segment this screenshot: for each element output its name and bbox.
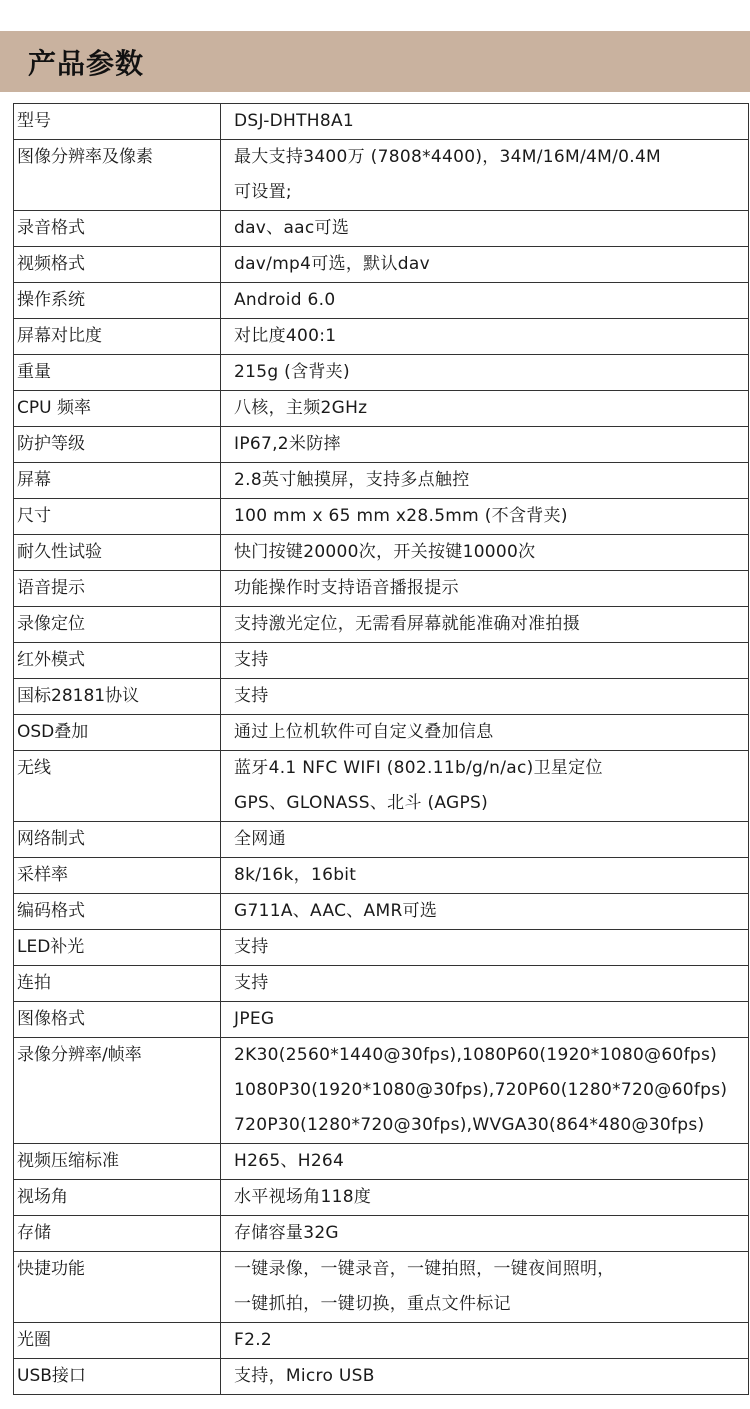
spec-label: 重量: [14, 355, 221, 391]
spec-value-line: Android 6.0: [234, 290, 336, 310]
spec-value-line: 支持: [234, 937, 269, 957]
spec-value: [221, 1038, 749, 1144]
spec-row: [14, 355, 749, 391]
spec-row: [14, 1002, 749, 1038]
spec-value: [221, 894, 749, 930]
spec-row: [14, 1252, 749, 1323]
spec-value: [221, 1359, 749, 1395]
spec-row: [14, 1359, 749, 1395]
spec-row: [14, 463, 749, 499]
spec-label: 国标28181协议: [14, 679, 221, 715]
spec-label: LED补光: [14, 930, 221, 966]
spec-row: [14, 211, 749, 247]
spec-row: [14, 1180, 749, 1216]
spec-row: [14, 571, 749, 607]
spec-value-line: 8k/16k，16bit: [234, 865, 357, 885]
spec-value-line: JPEG: [234, 1009, 275, 1029]
spec-value-line: F2.2: [234, 1330, 273, 1350]
spec-row: [14, 391, 749, 427]
spec-label: 尺寸: [14, 499, 221, 535]
spec-value: [221, 283, 749, 319]
spec-row: [14, 858, 749, 894]
spec-row: [14, 427, 749, 463]
spec-value: [221, 930, 749, 966]
spec-value: [221, 319, 749, 355]
spec-value-line: 1080P30(1920*1080@30fps),720P60(1280*720@60fps): [234, 1080, 728, 1100]
spec-row: [14, 1323, 749, 1359]
spec-value: [221, 391, 749, 427]
spec-value: [221, 715, 749, 751]
spec-value: [221, 463, 749, 499]
section-header: [0, 31, 750, 92]
section-title: 产品参数: [28, 46, 145, 80]
spec-value-line: dav/mp4可选，默认dav: [234, 254, 430, 274]
spec-value-line: 对比度400:1: [234, 326, 337, 346]
spec-value-line: 支持: [234, 686, 269, 706]
spec-label: 防护等级: [14, 427, 221, 463]
spec-value: [221, 571, 749, 607]
spec-row: [14, 140, 749, 211]
spec-value: [221, 966, 749, 1002]
spec-row: [14, 499, 749, 535]
spec-label: 视频压缩标准: [14, 1144, 221, 1180]
spec-label: 屏幕: [14, 463, 221, 499]
spec-row: [14, 247, 749, 283]
spec-label: 录像定位: [14, 607, 221, 643]
spec-label: 光圈: [14, 1323, 221, 1359]
spec-value: [221, 1216, 749, 1252]
spec-label: USB接口: [14, 1359, 221, 1395]
spec-value-line: G711A、AAC、AMR可选: [234, 901, 438, 921]
spec-label: 屏幕对比度: [14, 319, 221, 355]
spec-value-line: 215g (含背夹): [234, 362, 350, 382]
spec-value: [221, 247, 749, 283]
spec-value-line: 支持激光定位，无需看屏幕就能准确对准拍摄: [234, 614, 580, 634]
spec-value: [221, 1252, 749, 1323]
spec-row: [14, 966, 749, 1002]
spec-row: [14, 715, 749, 751]
spec-label: 编码格式: [14, 894, 221, 930]
spec-table-body: [14, 104, 749, 1395]
spec-value-line: 支持，Micro USB: [234, 1366, 375, 1386]
spec-label: 录像分辨率/帧率: [14, 1038, 221, 1144]
spec-label: 视场角: [14, 1180, 221, 1216]
spec-value-line: GPS、GLONASS、北斗 (AGPS): [234, 793, 489, 813]
spec-value-line: 2.8英寸触摸屏，支持多点触控: [234, 470, 470, 490]
spec-value: [221, 607, 749, 643]
spec-row: [14, 894, 749, 930]
spec-label: 存储: [14, 1216, 221, 1252]
spec-value-line: 2K30(2560*1440@30fps),1080P60(1920*1080@60fps): [234, 1045, 718, 1065]
spec-row: [14, 679, 749, 715]
spec-value-line: 720P30(1280*720@30fps),WVGA30(864*480@30fps): [234, 1115, 705, 1135]
spec-value-line: dav、aac可选: [234, 218, 350, 238]
spec-value-line: 最大支持3400万 (7808*4400)，34M/16M/4M/0.4M: [234, 147, 662, 167]
spec-row: [14, 643, 749, 679]
spec-value: [221, 535, 749, 571]
spec-value: [221, 1323, 749, 1359]
spec-value-line: 全网通: [234, 829, 286, 849]
spec-value: [221, 858, 749, 894]
spec-table: [13, 103, 749, 1395]
spec-value-line: 通过上位机软件可自定义叠加信息: [234, 722, 494, 742]
spec-label: 快捷功能: [14, 1252, 221, 1323]
spec-row: [14, 535, 749, 571]
spec-label: 操作系统: [14, 283, 221, 319]
spec-label: 红外模式: [14, 643, 221, 679]
spec-value: [221, 822, 749, 858]
spec-value: [221, 679, 749, 715]
spec-row: [14, 607, 749, 643]
spec-value-line: 一键录像，一键录音，一键拍照，一键夜间照明，: [234, 1259, 615, 1279]
spec-row: [14, 751, 749, 822]
spec-label: 视频格式: [14, 247, 221, 283]
spec-value-line: DSJ-DHTH8A1: [234, 111, 355, 131]
spec-row: [14, 1216, 749, 1252]
spec-value: [221, 211, 749, 247]
spec-value: [221, 427, 749, 463]
spec-label: 型号: [14, 104, 221, 140]
spec-label: 连拍: [14, 966, 221, 1002]
spec-value-line: 存储容量32G: [234, 1223, 339, 1243]
spec-row: [14, 1038, 749, 1144]
spec-row: [14, 283, 749, 319]
spec-value: [221, 104, 749, 140]
spec-value: [221, 1002, 749, 1038]
spec-label: CPU 频率: [14, 391, 221, 427]
spec-label: 图像格式: [14, 1002, 221, 1038]
spec-row: [14, 104, 749, 140]
spec-row: [14, 1144, 749, 1180]
spec-row: [14, 319, 749, 355]
spec-value: [221, 751, 749, 822]
spec-value-line: 水平视场角118度: [234, 1187, 372, 1207]
spec-value: [221, 499, 749, 535]
spec-label: 耐久性试验: [14, 535, 221, 571]
spec-value-line: 八核，主频2GHz: [234, 398, 368, 418]
spec-value-line: 一键抓拍，一键切换，重点文件标记: [234, 1294, 511, 1314]
spec-label: 网络制式: [14, 822, 221, 858]
spec-label: OSD叠加: [14, 715, 221, 751]
spec-value: [221, 1180, 749, 1216]
spec-value-line: 支持: [234, 650, 269, 670]
spec-value: [221, 355, 749, 391]
spec-row: [14, 930, 749, 966]
spec-label: 无线: [14, 751, 221, 822]
spec-value-line: 100 mm x 65 mm x28.5mm (不含背夹): [234, 506, 568, 526]
spec-value-line: H265、H264: [234, 1151, 345, 1171]
spec-value-line: 功能操作时支持语音播报提示: [234, 578, 459, 598]
spec-value: [221, 1144, 749, 1180]
spec-value: [221, 643, 749, 679]
spec-value-line: 快门按键20000次，开关按键10000次: [234, 542, 536, 562]
spec-label: 图像分辨率及像素: [14, 140, 221, 211]
spec-value-line: 可设置;: [234, 182, 292, 202]
spec-value-line: IP67,2米防摔: [234, 434, 341, 454]
spec-value-line: 蓝牙4.1 NFC WIFI (802.11b/g/n/ac)卫星定位: [234, 758, 603, 778]
spec-label: 语音提示: [14, 571, 221, 607]
spec-label: 录音格式: [14, 211, 221, 247]
spec-value-line: 支持: [234, 973, 269, 993]
spec-value: [221, 140, 749, 211]
spec-label: 采样率: [14, 858, 221, 894]
spec-row: [14, 822, 749, 858]
